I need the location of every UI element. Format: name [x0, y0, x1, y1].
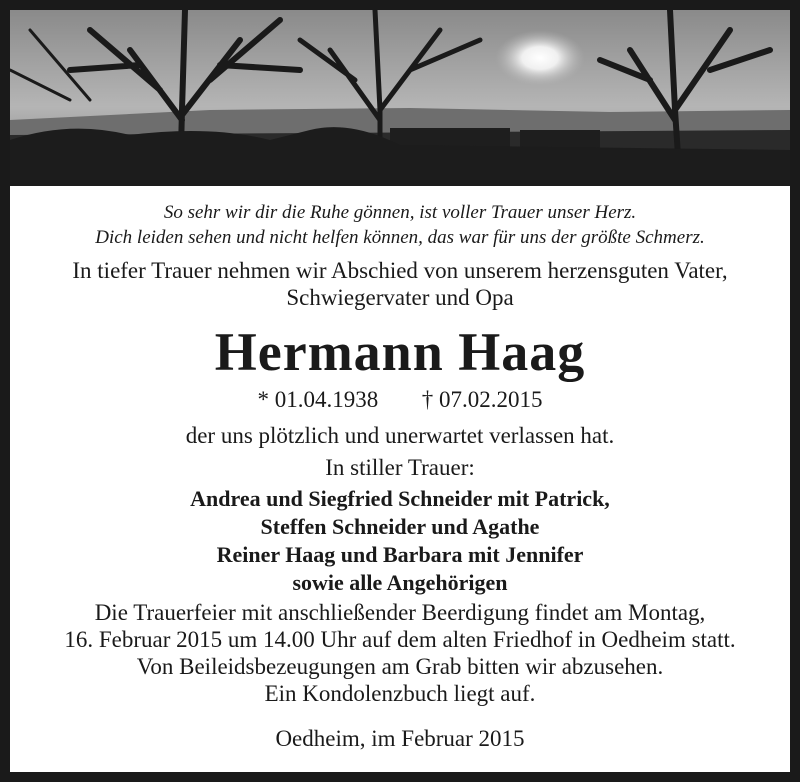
- birth-date: * 01.04.1938: [257, 387, 379, 412]
- details-line: Die Trauerfeier mit anschließender Beerdigung findet am Montag,: [94, 600, 706, 625]
- mourner-line: Andrea und Siegfried Schneider mit Patrick,: [190, 486, 610, 511]
- mourner-line: sowie alle Angehörigen: [292, 570, 508, 595]
- intro-line: Schwiegervater und Opa: [286, 285, 514, 310]
- landscape-trees-photo: [10, 10, 790, 186]
- mourners-heading: In stiller Trauer:: [325, 455, 475, 480]
- death-date: † 07.02.2015: [421, 387, 543, 412]
- intro-line: In tiefer Trauer nehmen wir Abschied von unserem herzensguten Vater,: [72, 258, 728, 283]
- details-line: Ein Kondolenzbuch liegt auf.: [264, 681, 536, 706]
- deceased-name: Hermann Haag: [214, 322, 586, 382]
- mourner-line: Steffen Schneider und Agathe: [260, 514, 540, 539]
- details-line: Von Beileidsbezeugungen am Grab bitten wir abzusehen.: [136, 654, 664, 679]
- verse-line: Dich leiden sehen und nicht helfen können, das war für uns der größte Schmerz.: [95, 227, 705, 248]
- place-date: Oedheim, im Februar 2015: [275, 726, 525, 751]
- obituary-notice: [10, 10, 790, 772]
- verse-line: So sehr wir dir die Ruhe gönnen, ist voller Trauer unser Herz.: [163, 202, 637, 223]
- life-dates: [10, 388, 790, 411]
- details-line: 16. Februar 2015 um 14.00 Uhr auf dem alten Friedhof in Oedheim statt.: [64, 627, 736, 652]
- mourner-line: Reiner Haag und Barbara mit Jennifer: [216, 542, 584, 567]
- note-line: der uns plötzlich und unerwartet verlassen hat.: [185, 423, 615, 448]
